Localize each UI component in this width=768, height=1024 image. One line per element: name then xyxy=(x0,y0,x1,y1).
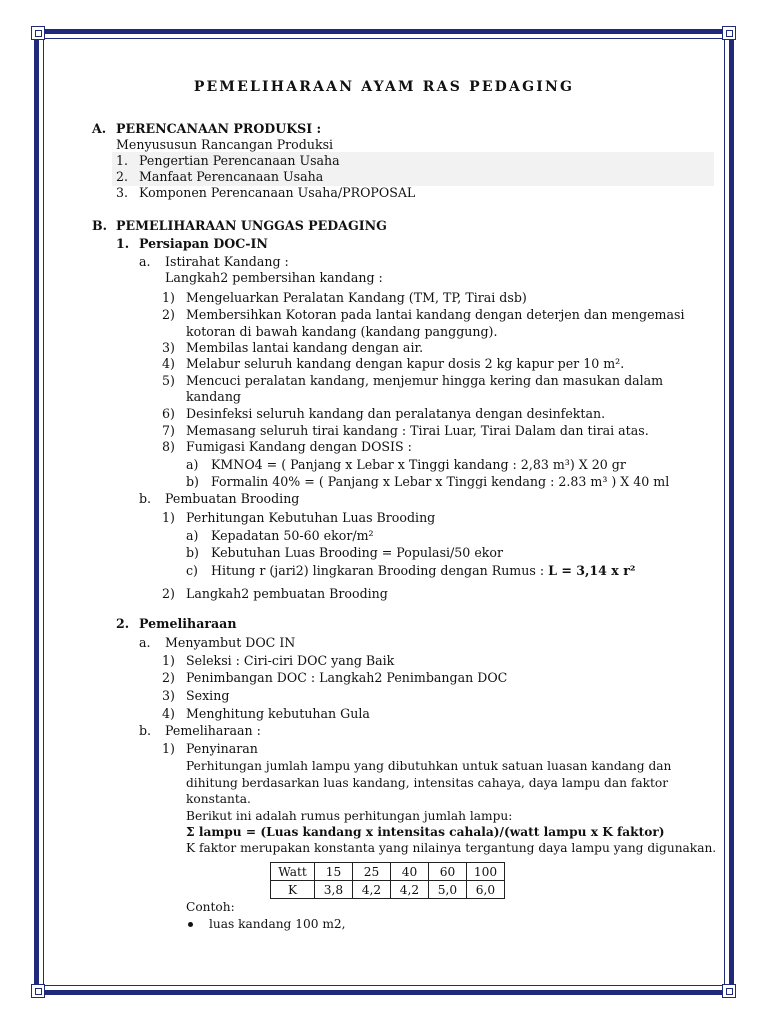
page-title: PEMELIHARAAN AYAM RAS PEDAGING xyxy=(193,79,575,95)
step-number: 1) xyxy=(162,290,175,305)
step-text: Melabur seluruh kandang dengan kapur dosis 2 kg kapur per 10 m². xyxy=(186,356,625,371)
step-number: 7) xyxy=(162,423,175,438)
fumigasi-marker: b) xyxy=(186,474,199,489)
step-number: 1) xyxy=(162,653,175,668)
step-text: Penyinaran xyxy=(186,741,258,756)
table-row xyxy=(271,863,505,881)
sub-a-marker: a. xyxy=(139,635,151,650)
brooding-formula: L = 3,14 x r² xyxy=(548,563,636,578)
step-text: Sexing xyxy=(186,688,230,703)
step-text: Membilas lantai kandang dengan air. xyxy=(186,340,424,355)
brooding-sub-marker: a) xyxy=(186,528,199,543)
fumigasi-dose: KMNO4 = ( Panjang x Lebar x Tinggi kandang : 2,83 m³) X 20 gr xyxy=(211,457,626,472)
step-text: Menghitung kebutuhan Gula xyxy=(186,706,370,721)
list-item-number: 1. xyxy=(116,153,129,168)
fumigasi-dose: Formalin 40% = ( Panjang x Lebar x Tinggi kendang : 2.83 m³ ) X 40 ml xyxy=(211,474,670,489)
brooding-formula-intro: Hitung r (jari2) lingkaran Brooding dengan Rumus : xyxy=(211,563,549,578)
table-header-cell: Watt xyxy=(271,863,315,881)
brooding-label: Pembuatan Brooding xyxy=(165,491,300,506)
list-item: Komponen Perencanaan Usaha/PROPOSAL xyxy=(139,185,416,200)
brooding-sub-text: Kebutuhan Luas Brooding = Populasi/50 ekor xyxy=(211,545,504,560)
fumigasi-marker: a) xyxy=(186,457,199,472)
step-text: Memasang seluruh tirai kandang : Tirai Luar, Tirai Dalam dan tirai atas. xyxy=(186,423,649,438)
pemeliharaan-label: Pemeliharaan : xyxy=(165,723,261,738)
table-cell: 25 xyxy=(353,863,391,881)
border-corner-ornament xyxy=(31,26,45,40)
cleaning-intro: Langkah2 pembersihan kandang : xyxy=(165,270,383,285)
part-1-heading: Persiapan DOC-IN xyxy=(139,236,268,251)
table-row xyxy=(271,881,505,899)
step-text: Penimbangan DOC : Langkah2 Penimbangan DOC xyxy=(186,670,508,685)
menyambut-label: Menyambut DOC IN xyxy=(165,635,296,650)
table-cell: 6,0 xyxy=(467,881,505,899)
step-number: 5) xyxy=(162,373,175,388)
list-item-number: 3. xyxy=(116,185,129,200)
example-bullet: luas kandang 100 m2, xyxy=(209,917,346,931)
border-corner-ornament xyxy=(31,984,45,998)
paragraph-line: dihitung berdasarkan luas kandang, intensitas cahaya, daya lampu dan faktor xyxy=(186,776,669,790)
section-b-marker: B. xyxy=(92,218,108,233)
step-text-continued: kotoran di bawah kandang (kandang panggung). xyxy=(186,324,498,339)
border-corner-ornament xyxy=(722,26,736,40)
step-text: Seleksi : Ciri-ciri DOC yang Baik xyxy=(186,653,395,668)
brooding-sub-marker: b) xyxy=(186,545,199,560)
step-number: 6) xyxy=(162,406,175,421)
list-item: Manfaat Perencanaan Usaha xyxy=(139,169,324,184)
section-a-subtitle: Menyususun Rancangan Produksi xyxy=(116,137,334,152)
step-number: 8) xyxy=(162,439,175,454)
step-text-continued: kandang xyxy=(186,389,241,404)
bullet-icon xyxy=(188,922,193,927)
contoh-label: Contoh: xyxy=(186,900,235,914)
section-b-heading: PEMELIHARAAN UNGGAS PEDAGING xyxy=(116,218,387,233)
table-cell: 4,2 xyxy=(391,881,429,899)
step-number: 1) xyxy=(162,741,175,756)
table-cell: 4,2 xyxy=(353,881,391,899)
part-1-number: 1. xyxy=(116,236,130,251)
step-number: 1) xyxy=(162,510,175,525)
lampu-formula: Σ lampu = (Luas kandang x intensitas cahala)/(watt lampu x K faktor) xyxy=(186,825,665,839)
brooding-sub-marker: c) xyxy=(186,563,198,578)
table-cell: 40 xyxy=(391,863,429,881)
section-a-marker: A. xyxy=(92,121,107,136)
step-text: Desinfeksi seluruh kandang dan peralatanya dengan desinfektan. xyxy=(186,406,606,421)
step-text: Perhitungan Kebutuhan Luas Brooding xyxy=(186,510,436,525)
istirahat-label: Istirahat Kandang : xyxy=(165,254,289,269)
table-cell: 15 xyxy=(315,863,353,881)
step-text: Langkah2 pembuatan Brooding xyxy=(186,586,388,601)
step-number: 2) xyxy=(162,670,175,685)
step-text: Mengeluarkan Peralatan Kandang (TM, TP, Tirai dsb) xyxy=(186,290,527,305)
list-item: Pengertian Perencanaan Usaha xyxy=(139,153,340,168)
part-2-heading: Pemeliharaan xyxy=(139,616,237,631)
sub-a-marker: a. xyxy=(139,254,151,269)
table-cell: 100 xyxy=(467,863,505,881)
step-text: Fumigasi Kandang dengan DOSIS : xyxy=(186,439,412,454)
list-item-number: 2. xyxy=(116,169,129,184)
kfactor-note: K faktor merupakan konstanta yang nilainya tergantung daya lampu yang digunakan. xyxy=(186,841,717,855)
brooding-sub-text: Kepadatan 50-60 ekor/m² xyxy=(211,528,374,543)
step-number: 3) xyxy=(162,688,175,703)
paragraph-line: Perhitungan jumlah lampu yang dibutuhkan untuk satuan luasan kandang dan xyxy=(186,759,672,773)
paragraph-line: konstanta. xyxy=(186,792,251,806)
step-number: 4) xyxy=(162,356,175,371)
step-text: Membersihkan Kotoran pada lantai kandang dengan deterjen dan mengemasi xyxy=(186,307,685,322)
part-2-number: 2. xyxy=(116,616,130,631)
step-number: 4) xyxy=(162,706,175,721)
sub-b-marker: b. xyxy=(139,723,152,738)
step-number: 2) xyxy=(162,586,175,601)
k-factor-table xyxy=(270,862,505,899)
step-number: 3) xyxy=(162,340,175,355)
table-cell: 5,0 xyxy=(429,881,467,899)
step-number: 2) xyxy=(162,307,175,322)
step-text: Mencuci peralatan kandang, menjemur hingga kering dan masukan dalam xyxy=(186,373,664,388)
sub-b-marker: b. xyxy=(139,491,152,506)
paragraph-line: Berikut ini adalah rumus perhitungan jumlah lampu: xyxy=(186,809,513,823)
table-cell: 3,8 xyxy=(315,881,353,899)
section-a-heading: PERENCANAAN PRODUKSI : xyxy=(116,121,322,136)
border-corner-ornament xyxy=(722,984,736,998)
table-cell: 60 xyxy=(429,863,467,881)
brooding-sub-text xyxy=(211,563,635,579)
table-header-cell: K xyxy=(271,881,315,899)
